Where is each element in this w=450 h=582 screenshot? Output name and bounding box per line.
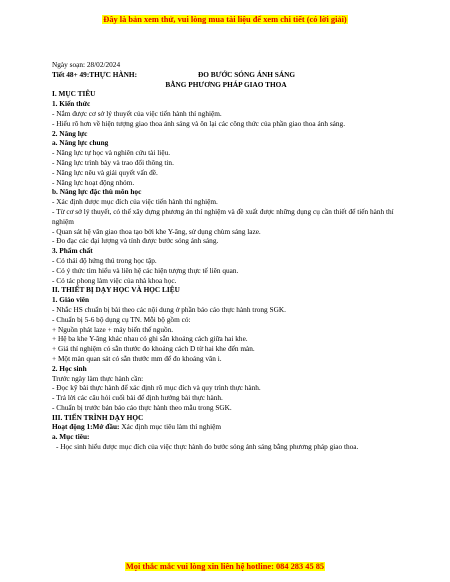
text-line: - Xác định được mục đích của việc tiến hành thí nghiệm. bbox=[52, 197, 218, 207]
bottom-banner-text: Mọi thắc mắc vui lòng xin liên hệ hotline: 084 283 45 85 bbox=[125, 562, 325, 571]
section-heading: a. Mục tiêu: bbox=[52, 432, 90, 442]
text-line: - Hiểu rõ hơn về hiện tượng giao thoa ánh sáng và ôn lại các công thức của phần giao thoa ánh sáng. bbox=[52, 118, 346, 128]
section-heading: a. Năng lực chung bbox=[52, 138, 109, 148]
section-heading: 1. Kiến thức bbox=[52, 99, 91, 109]
section-heading: III. TIẾN TRÌNH DẠY HỌC bbox=[52, 412, 144, 422]
lesson-title: Tiết 48+ 49:THỰC HÀNH: bbox=[52, 69, 138, 79]
text-line: + Một màn quan sát có sẵn thước mm để đo khoảng vân i. bbox=[52, 353, 222, 363]
section-heading: 2. Năng lực bbox=[52, 128, 88, 138]
section-heading: 3. Phẩm chất bbox=[52, 246, 93, 256]
text-line: - Năng lực tự học và nghiên cứu tài liệu. bbox=[52, 148, 171, 158]
section-heading: 1. Giáo viên bbox=[52, 295, 90, 305]
section-heading: b. Năng lực đặc thù môn học bbox=[52, 187, 142, 197]
text-line: Trước ngày làm thực hành cần: bbox=[52, 373, 144, 383]
section-heading: I. MỤC TIÊU bbox=[52, 89, 96, 99]
text-line: - Năng lực trình bày và trao đổi thông tin. bbox=[52, 157, 174, 167]
text-line: Hoạt động 1:Mở đầu: Xác định mục tiêu làm thí nghiệm bbox=[52, 422, 222, 432]
lesson-subtitle: BẰNG PHƯƠNG PHÁP GIAO THOA bbox=[165, 79, 287, 89]
content-lines bbox=[52, 89, 400, 451]
text-line: - Quan sát hệ vân giao thoa tạo bởi khe Y-âng, sử dụng chùm sáng laze. bbox=[52, 226, 261, 236]
text-line: + Nguồn phát laze + máy biến thế nguồn. bbox=[52, 324, 174, 334]
text-line: - Chuẩn bị trước bản báo cáo thực hành theo mẫu trong SGK. bbox=[52, 402, 232, 412]
section-heading: II. THIẾT BỊ DẠY HỌC VÀ HỌC LIỆU bbox=[52, 285, 180, 295]
text-line: - Học sinh hiểu được mục đích của việc thực hành đo bước sóng ánh sáng bằng phương pháp giao thoa. bbox=[56, 442, 359, 452]
text-line: + Hệ ba khe Y-âng khác nhau có ghi sẵn khoảng cách giữa hai khe. bbox=[52, 334, 248, 344]
text-line: - Năng lực hoạt động nhóm. bbox=[52, 177, 135, 187]
document-body bbox=[52, 60, 400, 452]
text-line: - Trả lời các câu hỏi cuối bài để định hướng bài thực hành. bbox=[52, 393, 223, 403]
text-line: - Nắm được cơ sở lý thuyết của việc tiến hành thí nghiệm. bbox=[52, 108, 222, 118]
section-heading: 2. Học sinh bbox=[52, 363, 87, 373]
text-line: - Đọc kỹ bài thực hành để xác định rõ mục đích và quy trình thực hành. bbox=[52, 383, 261, 393]
text-line: - Nhắc HS chuẩn bị bài theo các nội dung ở phần báo cáo thực hành trong SGK. bbox=[52, 304, 286, 314]
title-row bbox=[52, 70, 400, 80]
text-line: - Năng lực nêu và giải quyết vấn đề. bbox=[52, 167, 158, 177]
text-line: + Giá thí nghiệm có sẵn thước đo khoảng cách D từ hai khe đến màn. bbox=[52, 344, 255, 354]
lesson-topic: ĐO BƯỚC SÓNG ÁNH SÁNG bbox=[198, 69, 296, 79]
text-line: - Chuẩn bị 5-6 bộ dụng cụ TN. Mỗi bộ gồm có: bbox=[52, 314, 191, 324]
text-line: - Có thái độ hứng thú trong học tập. bbox=[52, 255, 157, 265]
date-line: Ngày soạn: 28/02/2024 bbox=[52, 60, 121, 69]
text-line: - Có ý thức tìm hiểu và liên hệ các hiện tượng thực tế liên quan. bbox=[52, 265, 239, 275]
text-line: - Từ cơ sở lý thuyết, có thể xây dựng phương án thí nghiệm và đề xuất được những dụng cụ cần thiết để tiến hành thí nghiệm bbox=[52, 206, 394, 226]
bottom-banner bbox=[0, 562, 450, 571]
text-line: - Đo đạc các đại lượng và tính được bước sóng ánh sáng. bbox=[52, 236, 219, 246]
text-line: - Có tác phong làm việc của nhà khoa học. bbox=[52, 275, 177, 285]
top-banner bbox=[0, 15, 450, 24]
top-banner-text: Đây là bản xem thử, vui lòng mua tài liệu để xem chi tiết (có lời giải) bbox=[103, 15, 347, 24]
